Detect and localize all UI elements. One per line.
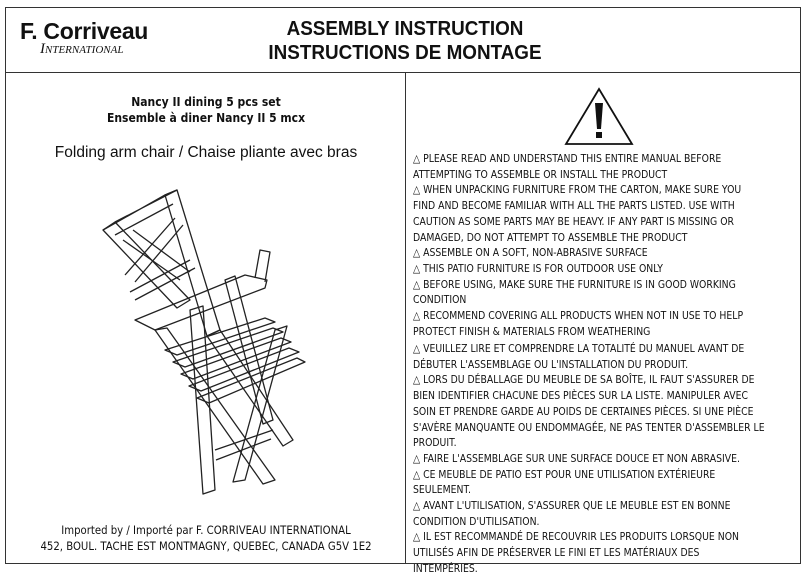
warning-line (413, 529, 765, 545)
warning-bullet-icon: △ (413, 261, 421, 275)
product-name: Folding arm chair / Chaise pliante avec bras (54, 144, 358, 161)
warning-text: S'AVÈRE MANQUANTE OU ENDOMMAGÉE, NE PAS TENTER D'ASSEMBLER LE (413, 420, 765, 434)
warning-text: CE MEUBLE DE PATIO EST POUR UNE UTILISATION EXTÉRIEURE (423, 467, 716, 481)
warning-bullet-icon: △ (413, 499, 421, 513)
brand-logo (20, 18, 148, 58)
warning-text: SEULEMENT. (413, 483, 472, 497)
safety-notes-en (413, 151, 743, 339)
warning-line (413, 561, 765, 577)
warning-triangle-icon (563, 86, 635, 148)
warning-bullet-icon: △ (413, 152, 421, 165)
title-fr: INSTRUCTIONS DE MONTAGE (268, 41, 542, 64)
warning-bullet-icon: △ (413, 373, 421, 387)
warning-text: DÉBUTER L'ASSEMBLAGE OU L'INSTALLATION DU PRODUIT. (413, 357, 689, 371)
warning-bullet-icon: △ (413, 342, 421, 355)
warning-line (413, 308, 743, 324)
warning-text: CONDITION D'UTILISATION. (413, 514, 540, 528)
warning-text: DAMAGED, DO NOT ATTEMPT TO ASSEMBLE THE PRODUCT (413, 230, 688, 244)
warning-text: PROTECT FINISH & MATERIALS FROM WEATHERING (413, 324, 651, 338)
warning-line (413, 372, 765, 388)
header-divider (5, 72, 801, 73)
importer-line-1: Imported by / Importé par F. CORRIVEAU INTERNATIONAL (61, 523, 351, 537)
warning-line (413, 482, 765, 498)
warning-text: LORS DU DÉBALLAGE DU MEUBLE DE SA BOÎTE, IL FAUT S'ASSURER DE (423, 373, 755, 387)
warning-line (413, 245, 743, 261)
warning-text: CONDITION (413, 293, 467, 307)
warning-text: IL EST RECOMMANDÉ DE RECOUVRIR LES PRODUITS LORSQUE NON (423, 530, 739, 544)
set-name (30, 94, 383, 126)
warning-bullet-icon: △ (413, 467, 421, 481)
warning-line (413, 198, 743, 214)
warning-bullet-icon: △ (413, 277, 421, 291)
warning-text: ASSEMBLE ON A SOFT, NON-ABRASIVE SURFACE (423, 246, 648, 260)
warning-text: BEFORE USING, MAKE SURE THE FURNITURE IS IN GOOD WORKING (423, 277, 736, 291)
set-name-fr: Ensemble à diner Nancy II 5 mcx (106, 111, 306, 125)
warning-bullet-icon: △ (413, 451, 421, 465)
warning-line (413, 277, 743, 293)
brand-subtitle: International (40, 41, 124, 57)
warning-line (413, 514, 765, 530)
warning-line (413, 388, 765, 404)
warning-line (413, 182, 743, 198)
warning-bullet-icon: △ (413, 309, 421, 323)
warning-line (413, 230, 743, 246)
warning-line (413, 151, 743, 167)
warning-bullet-icon: △ (413, 246, 421, 260)
page-title (239, 17, 570, 65)
warning-text: BIEN IDENTIFIER CHACUNE DES PIÈCES SUR LA LISTE. MANIPULER AVEC (413, 389, 749, 403)
warning-line (413, 498, 765, 514)
warning-text: PLEASE READ AND UNDERSTAND THIS ENTIRE MANUAL BEFORE (423, 152, 722, 165)
warning-text: FAIRE L'ASSEMBLAGE SUR UNE SURFACE DOUCE ET NON ABRASIVE. (423, 451, 740, 465)
column-divider (405, 72, 406, 564)
warning-line (413, 214, 743, 230)
warning-text: UTILISÉS AFIN DE PRÉSERVER LE FINI ET LES MATÉRIAUX DES (413, 546, 700, 560)
chair-illustration (95, 180, 325, 500)
warning-bullet-icon: △ (413, 183, 421, 197)
warning-line (413, 420, 765, 436)
warning-line (413, 404, 765, 420)
warning-text: ATTEMPTING TO ASSEMBLE OR INSTALL THE PRODUCT (413, 167, 668, 181)
warning-text: CAUTION AS SOME PARTS MAY BE HEAVY. IF ANY PART IS MISSING OR (413, 214, 734, 228)
warning-line (413, 292, 743, 308)
warning-line (413, 435, 765, 451)
warning-text: WHEN UNPACKING FURNITURE FROM THE CARTON, MAKE SURE YOU (423, 183, 742, 197)
warning-text: INTEMPÉRIES. (413, 561, 478, 575)
set-name-en: Nancy II dining 5 pcs set (131, 95, 281, 109)
warning-text: RECOMMEND COVERING ALL PRODUCTS WHEN NOT IN USE TO HELP (423, 309, 744, 323)
warning-text: FIND AND BECOME FAMILIAR WITH ALL THE PARTS LISTED. USE WITH (413, 199, 735, 213)
warning-bullet-icon: △ (413, 530, 421, 544)
warning-line (413, 357, 765, 373)
warning-line (413, 467, 765, 483)
brand-name: F. Corriveau (20, 18, 149, 44)
safety-notes-fr (413, 341, 765, 577)
warning-line (413, 261, 743, 277)
warning-text: AVANT L'UTILISATION, S'ASSURER QUE LE MEUBLE EST EN BONNE (423, 499, 731, 513)
warning-line (413, 341, 765, 357)
warning-text: PRODUIT. (413, 436, 457, 450)
warning-text: SOIN ET PRENDRE GARDE AU POIDS DE CERTAINES PIÈCES. SI UNE PIÈCE (413, 404, 754, 418)
warning-text: VEUILLEZ LIRE ET COMPRENDRE LA TOTALITÉ DU MANUEL AVANT DE (423, 342, 745, 355)
warning-line (413, 545, 765, 561)
importer-info (34, 522, 379, 554)
importer-line-2: 452, BOUL. TACHE EST MONTMAGNY, QUEBEC, CANADA G5V 1E2 (40, 539, 372, 553)
title-en: ASSEMBLY INSTRUCTION (286, 17, 524, 40)
warning-text: THIS PATIO FURNITURE IS FOR OUTDOOR USE ONLY (423, 261, 663, 275)
warning-line (413, 324, 743, 340)
warning-line (413, 167, 743, 183)
warning-line (413, 451, 765, 467)
